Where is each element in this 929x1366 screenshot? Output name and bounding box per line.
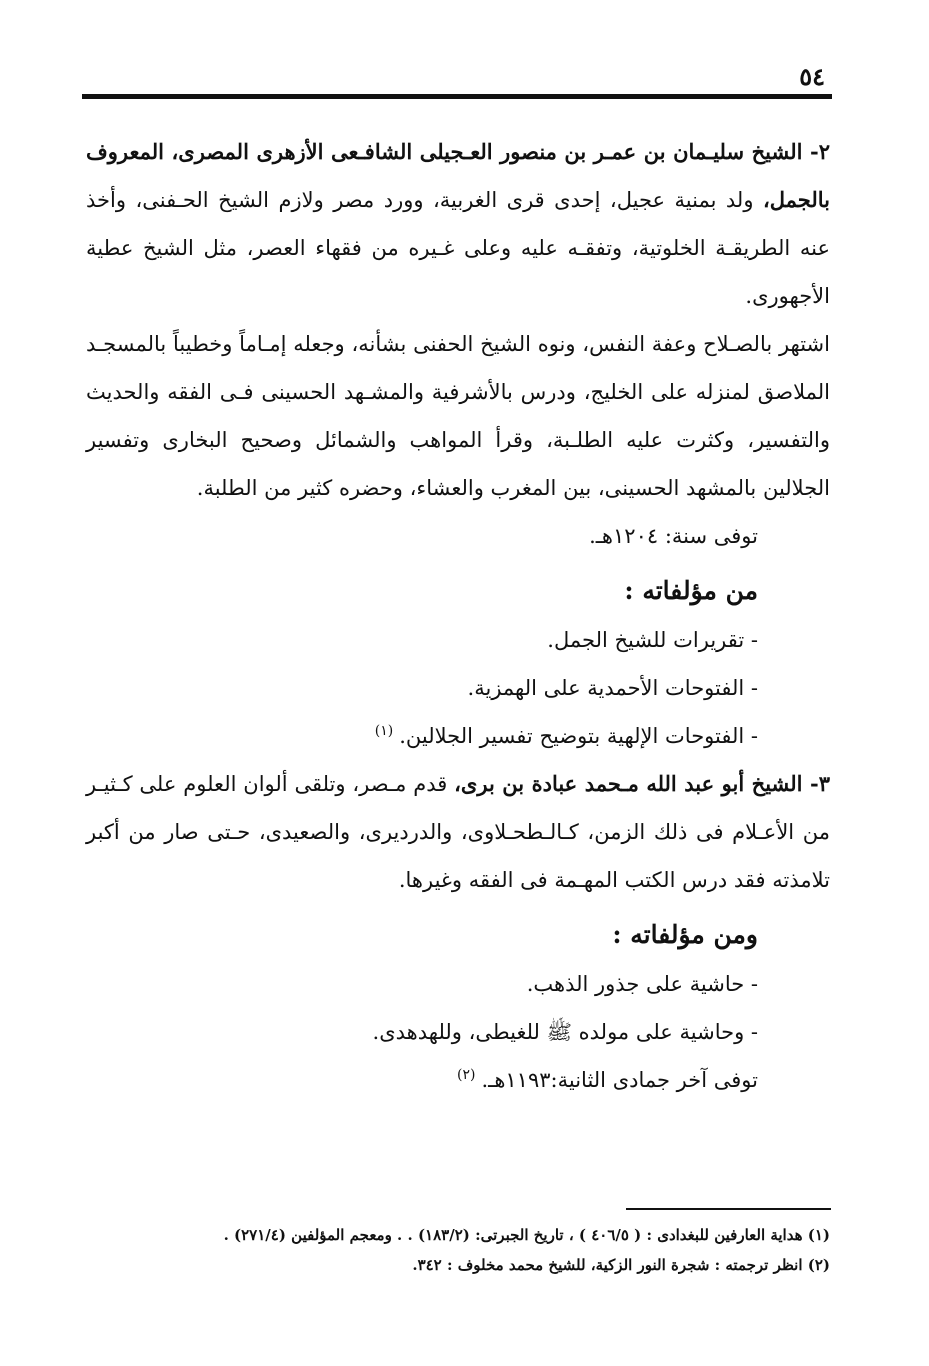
biography-text-3: قدم مـصر، وتلقى ألوان العلوم على كـثيـر من الأعـلام فى ذلك الزمن، كـالـطحـلاوى، والدرديرى، والصعيدى، حـتى صار من أكبر تلامذته فقد درس الكتب المهـمة فى الفقه وغيرها.	[86, 772, 830, 892]
biography-paragraph-3	[86, 760, 830, 904]
list-item	[86, 712, 758, 760]
death-date-2: توفى سنة: ١٢٠٤هـ.	[589, 524, 758, 548]
death-date-3: توفى آخر جمادى الثانية:١١٩٣هـ.	[481, 1068, 758, 1092]
footnote-1: (١) هداية العارفين للبغدادى : ( ٤٠٦/٥ ) ، تاريخ الجبرتى: (١٨٣/٢) . . ومعجم المؤلفين (٢٧١/٤) .	[223, 1226, 830, 1244]
biography-lead-2: ٢- الشيخ سليـمان بن عمـر بن منصور العـجيلى الشافـعى الأزهرى المصرى، المعروف بالجمل،	[86, 139, 830, 212]
list-item-text: - الفتوحات الإلهية بتوضيح تفسير الجلالين.	[399, 724, 758, 748]
biography-paragraph-2b: اشتهر بالصـلاح وعفة النفس، ونوه الشيخ الحفنى بشأنه، وجعله إمـاماً وخطيباً بالمسجـد الملاصق لمنزله على الخليج، ودرس بالأشرفية والمشـهد الحسينى فـى الفقه والحديث والتفسير، وكثرت عليه الطلـبة، وقرأ المواهب والشمائل وصحيح البخارى وتفسير الجلالين بالمشهد الحسينى، بين المغرب والعشاء، وحضره كثير من الطلبة.	[86, 332, 830, 500]
works-heading-3: ومن مؤلفاته :	[612, 920, 758, 949]
footnotes	[100, 1220, 830, 1280]
footnote-ref-1: (١)	[374, 723, 394, 739]
list-item: - الفتوحات الأحمدية على الهمزية.	[467, 676, 758, 700]
header-rule	[82, 94, 832, 99]
biography-lead-3: ٣- الشيخ أبو عبد الله مـحمد عبادة بن برى،	[454, 771, 830, 796]
death-date-3-line	[86, 1056, 758, 1104]
footnote-rule	[626, 1208, 831, 1210]
list-item: - حاشية على جذور الذهب.	[526, 972, 758, 996]
works-list-3	[86, 960, 758, 1104]
page-body	[86, 128, 830, 1104]
works-list-2	[86, 616, 758, 760]
biography-text-2: ولد بمنية عجيل، إحدى قرى الغربية، وورد مصر ولازم الشيخ الحـفنى، وأخذ عنه الطريقـة الخلوتية، وتفقـه عليه وعلى غـيره من فقهاء العصر، مثل الشيخ عطية الأجهورى.	[86, 188, 830, 308]
footnote-2: (٢) انظر ترجمته : شجرة النور الزكية، للشيخ محمد مخلوف : ٣٤٢.	[412, 1256, 830, 1274]
list-item: - وحاشية على مولده ﷺ للغيطى، وللهدهدى.	[372, 1020, 758, 1044]
list-item: - تقريرات للشيخ الجمل.	[547, 628, 758, 652]
biography-paragraph-2	[86, 128, 830, 320]
page-number: ٥٤	[799, 62, 825, 91]
footnote-ref-2: (٢)	[457, 1067, 476, 1083]
works-heading-2: من مؤلفاته :	[624, 576, 758, 605]
